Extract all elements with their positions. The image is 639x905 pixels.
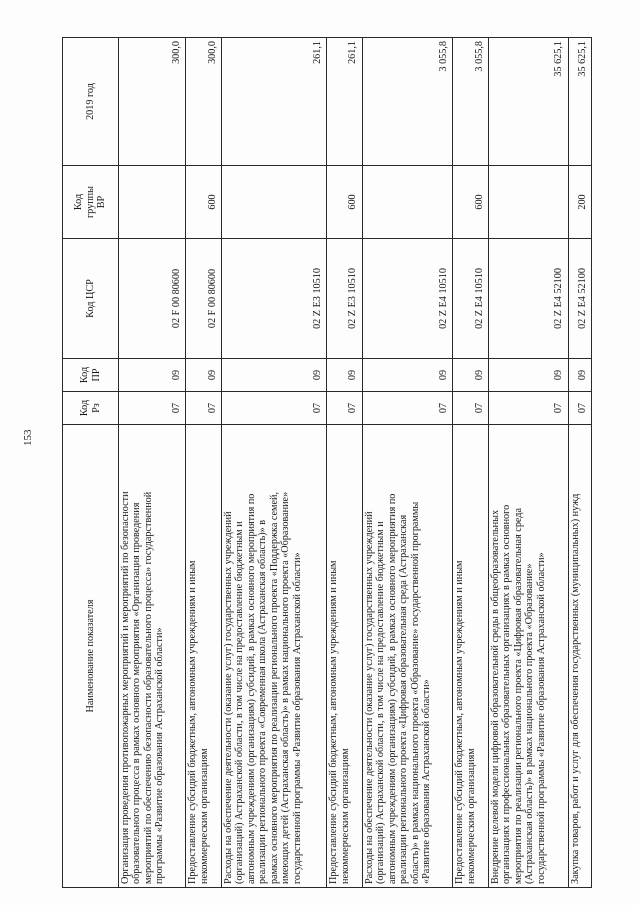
- row-csr: 02 F 00 80600: [119, 239, 186, 359]
- row-value: 261,1: [222, 38, 327, 166]
- page-number: 153: [22, 429, 34, 446]
- row-csr: 02 Z E3 10510: [222, 239, 327, 359]
- row-csr: 02 F 00 80600: [186, 239, 222, 359]
- row-rz: 07: [327, 392, 363, 425]
- row-rz: 07: [186, 392, 222, 425]
- table-row: [119, 38, 186, 888]
- header-name: Наименование показателя: [63, 425, 119, 888]
- row-value: 35 625,1: [488, 38, 568, 166]
- row-csr: 02 Z E4 52100: [568, 239, 591, 359]
- table-row: [488, 38, 568, 888]
- row-pr: 09: [453, 359, 489, 392]
- row-value: 300,0: [119, 38, 186, 166]
- table-row: [568, 38, 591, 888]
- row-rz: 07: [362, 392, 452, 425]
- row-name: Внедрение целевой модели цифровой образовательной среды в общеобразовательных организациях и профессиональных образовательных организациях в рамках основного мероприятия по реализации регионального проекта «Цифровая образовательная среда (Астраханская область)» в рамках национального проекта «Образование» государственной программы «Развитие образования Астраханской области»: [488, 425, 568, 888]
- table-row: [186, 38, 222, 888]
- row-vr: [119, 166, 186, 239]
- row-vr: [222, 166, 327, 239]
- row-value: 35 625,1: [568, 38, 591, 166]
- row-name: Предоставление субсидий бюджетным, автономным учреждениям и иным некоммерческим организациям: [453, 425, 489, 888]
- row-value: 3 055,8: [453, 38, 489, 166]
- row-pr: 09: [327, 359, 363, 392]
- row-name: Расходы на обеспечение деятельности (оказание услуг) государственных учреждений (организаций) Астраханской области, в том числе на предоставление бюджетным и автономным учреждениям (организациям) субсидий, в рамках основного мероприятия по реализации регионального проекта «Современная школа (Астраханская область)» в рамках основного мероприятия по реализации регионального проекта «Поддержка семей, имеющих детей (Астраханская область)» в рамках национального проекта «Образование» государственной программы «Развитие образования Астраханской области»: [222, 425, 327, 888]
- row-name: Закупка товаров, работ и услуг для обеспечения государственных (муниципальных) нужд: [568, 425, 591, 888]
- row-pr: 09: [119, 359, 186, 392]
- table-row: [362, 38, 452, 888]
- row-rz: 07: [119, 392, 186, 425]
- row-name: Расходы на обеспечение деятельности (оказание услуг) государственных учреждений (организаций) Астраханской области, в том числе на предоставление бюджетным и автономным учреждениям (организациям) субсидий, в рамках основного мероприятия по реализации регионального проекта «Цифровая образовательная среда (Астраханская область)» в рамках национального проекта «Образование» государственной программы «Развитие образования Астраханской области»: [362, 425, 452, 888]
- row-value: 261,1: [327, 38, 363, 166]
- row-pr: 09: [488, 359, 568, 392]
- row-pr: 09: [568, 359, 591, 392]
- row-vr: 600: [186, 166, 222, 239]
- row-vr: [488, 166, 568, 239]
- header-csr: Код ЦСР: [63, 239, 119, 359]
- row-vr: [362, 166, 452, 239]
- row-pr: 09: [222, 359, 327, 392]
- row-name: Предоставление субсидий бюджетным, автономным учреждениям и иным некоммерческим организациям: [186, 425, 222, 888]
- header-pr: Код ПР: [63, 359, 119, 392]
- budget-table: [62, 37, 592, 888]
- row-vr: 600: [327, 166, 363, 239]
- row-value: 3 055,8: [362, 38, 452, 166]
- header-vr: Код группы ВР: [63, 166, 119, 239]
- row-rz: 07: [453, 392, 489, 425]
- row-csr: 02 Z E4 52100: [488, 239, 568, 359]
- row-csr: 02 Z E4 10510: [362, 239, 452, 359]
- header-year: 2019 год: [63, 38, 119, 166]
- table-row: [222, 38, 327, 888]
- budget-table-rotated: [62, 38, 592, 888]
- row-name: Предоставление субсидий бюджетным, автономным учреждениям и иным некоммерческим организациям: [327, 425, 363, 888]
- table-header-row: [63, 38, 119, 888]
- table-row: [327, 38, 363, 888]
- row-vr: 200: [568, 166, 591, 239]
- header-rz: Код Рз: [63, 392, 119, 425]
- table-row: [453, 38, 489, 888]
- row-value: 300,0: [186, 38, 222, 166]
- row-pr: 09: [186, 359, 222, 392]
- row-vr: 600: [453, 166, 489, 239]
- row-rz: 07: [488, 392, 568, 425]
- row-name: Организация проведения противопожарных мероприятий и мероприятий по безопасности образовательного процесса в рамках основного мероприятия «Организация проведения мероприятий по обеспечению безопасности образовательного процесса» государственной программы «Развитие образования Астраханской области»: [119, 425, 186, 888]
- row-csr: 02 Z E4 10510: [453, 239, 489, 359]
- row-rz: 07: [222, 392, 327, 425]
- row-pr: 09: [362, 359, 452, 392]
- row-csr: 02 Z E3 10510: [327, 239, 363, 359]
- row-rz: 07: [568, 392, 591, 425]
